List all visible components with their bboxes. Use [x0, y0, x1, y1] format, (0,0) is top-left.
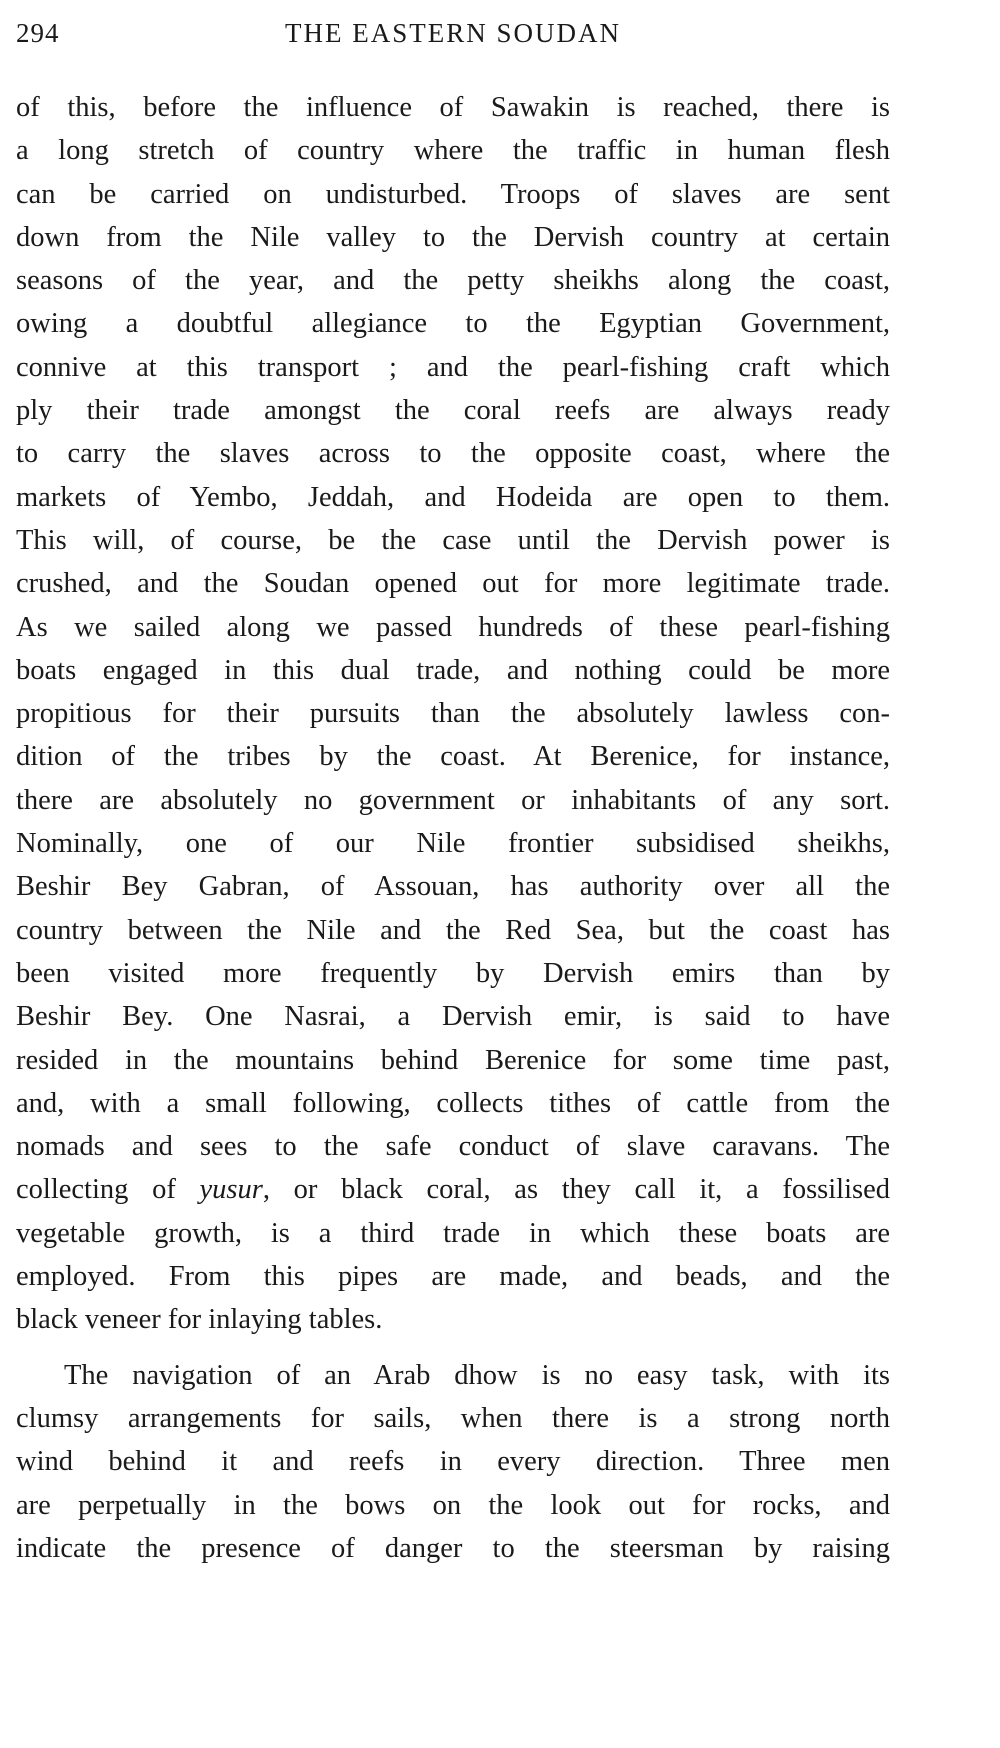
text-line: wind behind it and reefs in every direction. Three men	[16, 1446, 890, 1478]
text-line: The navigation of an Arab dhow is no easy task, with its	[64, 1359, 890, 1391]
text-line: ply their trade amongst the coral reefs are always ready	[16, 395, 890, 427]
text-line: down from the Nile valley to the Dervish country at certain	[16, 221, 890, 253]
text-line: As we sailed along we passed hundreds of these pearl-fishing	[16, 611, 890, 643]
text-line: clumsy arrangements for sails, when there is a strong north	[16, 1402, 890, 1434]
text-line: of this, before the influence of Sawakin is reached, there is	[16, 92, 890, 123]
text-line: country between the Nile and the Red Sea, but the coast has	[16, 914, 890, 946]
text-line: nomads and sees to the safe conduct of slave caravans. The	[16, 1131, 890, 1163]
text-line: connive at this transport ; and the pearl-fishing craft which	[16, 351, 890, 383]
text-line: Beshir Bey. One Nasrai, a Dervish emir, is said to have	[16, 1001, 890, 1033]
page-number: 294	[16, 18, 60, 48]
paragraph-1	[16, 86, 890, 1342]
text-line: boats engaged in this dual trade, and nothing could be more	[16, 654, 890, 686]
text-segment: collecting of	[16, 1174, 200, 1206]
text-line: resided in the mountains behind Berenice for some time past,	[16, 1044, 890, 1076]
book-page	[16, 16, 890, 1570]
text-line: crushed, and the Soudan opened out for more legitimate trade.	[16, 568, 890, 600]
text-line: been visited more frequently by Dervish emirs than by	[16, 957, 890, 989]
text-line: Beshir Bey Gabran, of Assouan, has authority over all the	[16, 871, 890, 903]
text-segment: , or black coral, as they call it, a fossilised	[262, 1174, 891, 1206]
text-line: a long stretch of country where the traffic in human flesh	[16, 135, 890, 167]
body-text	[16, 86, 890, 1570]
text-line: employed. From this pipes are made, and beads, and the	[16, 1261, 890, 1293]
text-line: seasons of the year, and the petty sheikhs along the coast,	[16, 265, 890, 297]
text-line: to carry the slaves across to the opposite coast, where the	[16, 438, 890, 470]
text-line: markets of Yembo, Jeddah, and Hodeida are open to them.	[16, 481, 890, 513]
text-line: propitious for their pursuits than the absolutely lawless con-	[16, 698, 890, 730]
text-line: owing a doubtful allegiance to the Egyptian Government,	[16, 308, 890, 340]
running-head	[16, 16, 890, 56]
text-line: This will, of course, be the case until the Dervish power is	[16, 524, 890, 556]
italic-term-yusur: yusur	[199, 1174, 263, 1206]
text-line: are perpetually in the bows on the look out for rocks, and	[16, 1489, 890, 1521]
text-line: and, with a small following, collects tithes of cattle from the	[16, 1087, 890, 1119]
text-line: vegetable growth, is a third trade in which these boats are	[16, 1217, 890, 1249]
text-line: indicate the presence of danger to the steersman by raising	[16, 1532, 890, 1564]
text-line: Nominally, one of our Nile frontier subsidised sheikhs,	[16, 828, 890, 860]
text-line: dition of the tribes by the coast. At Berenice, for instance,	[16, 741, 890, 773]
text-line: can be carried on undisturbed. Troops of slaves are sent	[16, 178, 890, 210]
text-line: black veneer for inlaying tables.	[16, 1304, 383, 1336]
running-title: THE EASTERN SOUDAN	[285, 18, 621, 48]
paragraph-2	[16, 1354, 890, 1570]
text-line: there are absolutely no government or inhabitants of any sort.	[16, 784, 890, 816]
text-line	[16, 1168, 890, 1211]
